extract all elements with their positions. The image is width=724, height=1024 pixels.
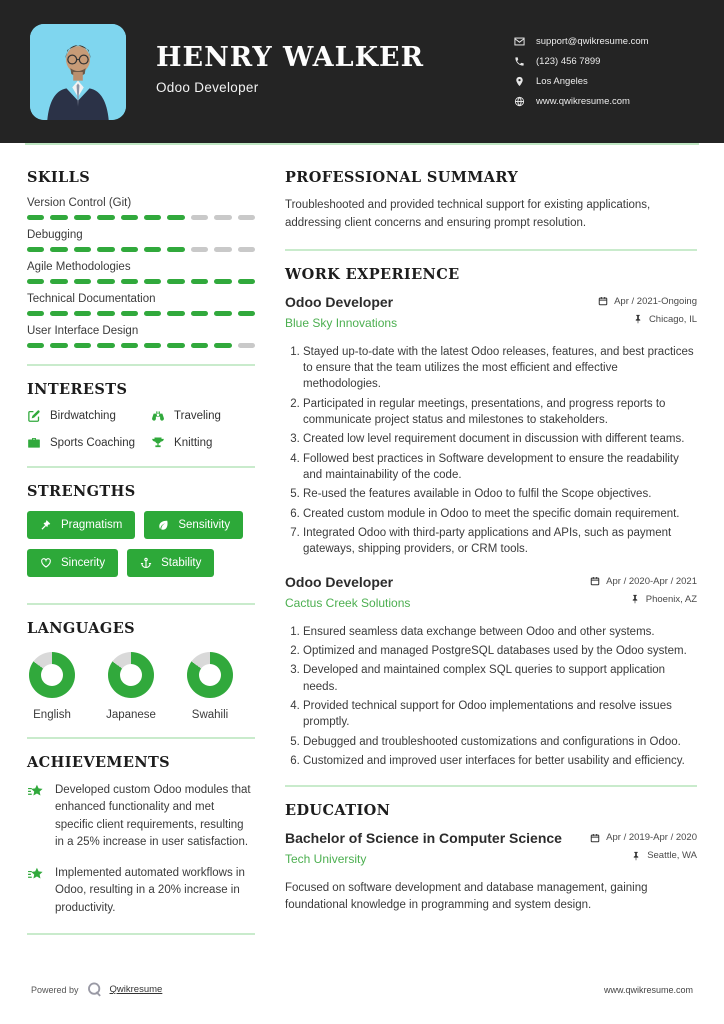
location-icon [514, 76, 525, 87]
skill-label: Technical Documentation [27, 293, 156, 305]
contact-row [514, 96, 694, 107]
person-name: HENRY WALKER [156, 42, 425, 73]
profile-photo [30, 24, 126, 120]
contact-row [514, 76, 694, 87]
anchor-icon [140, 557, 152, 569]
language-level-donut [108, 652, 154, 698]
language-item [106, 652, 156, 721]
avatar-illustration [30, 24, 126, 120]
qwikresume-link[interactable]: Qwikresume [109, 984, 163, 995]
skill-level-dash [167, 247, 184, 252]
education-location-row [590, 850, 697, 861]
skill-level-dash [50, 215, 67, 220]
contact-row [514, 36, 694, 47]
strengths-title: STRENGTHS [27, 483, 136, 500]
job-header [285, 294, 697, 332]
briefcase-icon [27, 436, 41, 450]
skill-item [27, 229, 255, 252]
skill-level-dash [121, 215, 138, 220]
shooting-star-icon [27, 866, 44, 883]
job-bullet: 5. Debugged and troubleshooted customizations and configurations in Odoo. [303, 734, 697, 750]
skill-level-dash [74, 279, 91, 284]
contact-row [514, 56, 694, 67]
contact-list [514, 27, 694, 116]
job-bullet: 4. Provided technical support for Odoo implementations and resolve issues promptly. [303, 698, 697, 731]
skill-level-dash [97, 279, 114, 284]
skill-level-dash [238, 343, 255, 348]
job-location: Chicago, IL [648, 313, 697, 325]
skill-level-dash [191, 311, 208, 316]
section-divider [285, 249, 697, 251]
skill-level-dash [121, 279, 138, 284]
skill-level-dash [50, 311, 67, 316]
job-location: Phoenix, AZ [645, 593, 697, 605]
education-description: Focused on software development and database management, gaining foundational knowledge in programming and system design. [285, 882, 648, 912]
section-divider [27, 603, 255, 605]
job-bullet: 3. Developed and maintained complex SQL queries to support application needs. [303, 662, 697, 695]
calendar-icon [590, 833, 600, 843]
strength-chip [144, 511, 243, 539]
job-entry [285, 574, 697, 770]
education-title: EDUCATION [285, 802, 391, 820]
skill-level-dash [214, 343, 231, 348]
skill-item [27, 293, 255, 316]
section-divider [27, 933, 255, 935]
job-bullet: 3. Created low level requirement document in discussion with different teams. [303, 431, 697, 447]
pin-icon [630, 594, 640, 604]
language-level-donut [187, 652, 233, 698]
education-date: Apr / 2019-Apr / 2020 [606, 832, 697, 844]
skill-level-dash [50, 247, 67, 252]
education-meta [590, 830, 697, 868]
strength-label: Pragmatism [61, 519, 123, 531]
skill-level-dash [97, 215, 114, 220]
skill-level-dash [74, 343, 91, 348]
education-location: Seattle, WA [647, 850, 697, 862]
skill-level-dash [214, 215, 231, 220]
skill-level-dash [74, 247, 91, 252]
skill-level-dash [74, 311, 91, 316]
language-level-donut [29, 652, 75, 698]
footer-website: www.qwikresume.com [603, 984, 693, 995]
skill-level-dash [238, 247, 255, 252]
skill-level-dash [97, 343, 114, 348]
edit-icon [27, 409, 41, 423]
job-date-row [590, 576, 697, 587]
job-bullet: 2. Participated in regular meetings, presentations, and progress reports to communicate project status and milestones to stakeholders. [303, 396, 697, 429]
language-label: English [33, 709, 71, 721]
contact-text: www.qwikresume.com [536, 96, 630, 107]
interests-section [27, 381, 255, 450]
powered-by-text: Powered by [31, 984, 79, 995]
job-role: Odoo Developer [285, 573, 394, 590]
skill-level-dash [50, 279, 67, 284]
interest-item [151, 436, 221, 450]
strength-label: Sincerity [61, 557, 106, 569]
school-name: Tech University [285, 852, 367, 867]
contact-text: (123) 456 7899 [536, 56, 601, 67]
achievement-text: Implemented automated workflows in Odoo, resulting in a 20% increase in productivity. [55, 867, 245, 914]
skill-label: Version Control (Git) [27, 197, 132, 209]
job-bullet-list [285, 624, 697, 770]
job-bullet: 1. Ensured seamless data exchange between Odoo and other systems. [303, 624, 697, 640]
language-item [185, 652, 235, 721]
heart-icon [40, 557, 52, 569]
language-label: Japanese [106, 709, 156, 721]
pin-icon [633, 314, 643, 324]
strength-label: Stability [161, 557, 202, 569]
education-section [285, 802, 697, 915]
job-role: Odoo Developer [285, 293, 394, 310]
skill-label: Debugging [27, 229, 83, 241]
binoculars-icon [151, 409, 165, 423]
strength-chip [127, 549, 214, 577]
achievement-item [27, 782, 255, 851]
skill-label: Agile Methodologies [27, 261, 131, 273]
language-label: Swahili [191, 709, 229, 721]
strength-chip [27, 549, 118, 577]
skill-level-dash [27, 343, 44, 348]
powered-by-block [31, 981, 162, 998]
email-icon [514, 36, 525, 47]
contact-text: Los Angeles [536, 76, 588, 87]
skill-level-dash [238, 311, 255, 316]
skill-item [27, 197, 255, 220]
degree-name: Bachelor of Science in Computer Science [285, 830, 562, 847]
skill-level-dash [214, 247, 231, 252]
skill-level-dash [27, 311, 44, 316]
skill-level-dash [144, 247, 161, 252]
achievement-text: Developed custom Odoo modules that enhanced functionality and met specific client requirements, resulting in a 25% increase in user satisfaction. [55, 784, 251, 848]
job-bullet: 2. Optimized and managed PostgreSQL databases used by the Odoo system. [303, 643, 697, 659]
skills-section [27, 169, 255, 348]
skill-level-dash [214, 279, 231, 284]
job-bullet: 5. Re-used the features available in Odoo to fulfil the Scope objectives. [303, 486, 697, 502]
shooting-star-icon [27, 783, 44, 800]
job-meta [598, 294, 697, 332]
interest-label: Birdwatching [50, 410, 116, 422]
skill-level-dash [191, 247, 208, 252]
contact-text: support@qwikresume.com [536, 36, 649, 47]
job-company: Blue Sky Innovations [285, 315, 398, 330]
trophy-icon [151, 436, 165, 450]
job-bullet: 6. Customized and improved user interfaces for better usability and efficiency. [303, 753, 697, 769]
job-header [285, 574, 697, 612]
skill-level-dash [238, 215, 255, 220]
skills-list [27, 197, 255, 348]
interests-title: INTERESTS [27, 381, 128, 398]
education-header [285, 830, 697, 868]
leaf-icon [157, 519, 169, 531]
section-divider [285, 785, 697, 787]
skill-level-dash [27, 279, 44, 284]
interest-label: Traveling [174, 410, 221, 422]
education-date-row [590, 832, 697, 843]
interest-item [151, 409, 221, 423]
person-job-title: Odoo Developer [156, 80, 259, 95]
strength-chip [27, 511, 135, 539]
skill-level-dash [191, 215, 208, 220]
job-date: Apr / 2021-Ongoing [614, 295, 697, 307]
job-entry [285, 294, 697, 558]
skill-level-dash [27, 247, 44, 252]
section-divider [27, 364, 255, 366]
interest-item [27, 409, 135, 423]
summary-text: Troubleshooted and provided technical support for existing applications, addressing client concerns and ensuring prompt resolution. [285, 199, 651, 229]
job-date: Apr / 2020-Apr / 2021 [606, 575, 697, 587]
summary-title: PROFESSIONAL SUMMARY [285, 169, 519, 186]
calendar-icon [590, 576, 600, 586]
jobs-list [285, 294, 697, 770]
skill-level-dash [144, 215, 161, 220]
section-divider [27, 466, 255, 468]
calendar-icon [598, 296, 608, 306]
footer [31, 981, 693, 998]
job-bullet: 4. Followed best practices in Software development to ensure the readability and maintainability of the code. [303, 451, 697, 484]
skills-title: SKILLS [27, 169, 91, 186]
skill-level-dash [144, 279, 161, 284]
skill-level-dash [74, 215, 91, 220]
skill-level-dash [191, 279, 208, 284]
languages-title: LANGUAGES [27, 620, 136, 637]
sidebar [27, 169, 255, 950]
interest-item [27, 436, 135, 450]
skill-item [27, 325, 255, 348]
skill-meter [27, 343, 255, 348]
skill-meter [27, 247, 255, 252]
skill-level-dash [121, 343, 138, 348]
pin-icon [631, 851, 641, 861]
skill-level-dash [97, 311, 114, 316]
job-bullet: 6. Created custom module in Odoo to meet the specific domain requirement. [303, 506, 697, 522]
skill-meter [27, 279, 255, 284]
strengths-section [27, 483, 255, 587]
skill-level-dash [167, 343, 184, 348]
skill-meter [27, 311, 255, 316]
job-bullet: 1. Stayed up-to-date with the latest Odoo releases, features, and best practices to ensure that the team utilizes the most efficient and effective methodologies. [303, 344, 697, 393]
job-location-row [598, 314, 697, 325]
job-location-row [590, 594, 697, 605]
skill-level-dash [238, 279, 255, 284]
content-columns [0, 145, 724, 950]
job-date-row [598, 296, 697, 307]
experience-title: WORK EXPERIENCE [285, 265, 460, 283]
phone-icon [514, 56, 525, 67]
qwikresume-logo-icon [86, 981, 103, 998]
interest-label: Sports Coaching [50, 437, 136, 449]
achievements-title: ACHIEVEMENTS [27, 754, 171, 771]
languages-section [27, 620, 255, 721]
achievements-list [27, 782, 255, 917]
strengths-list [27, 511, 255, 587]
summary-section [285, 169, 697, 233]
globe-icon [514, 96, 525, 107]
skill-level-dash [167, 215, 184, 220]
job-meta [590, 574, 697, 612]
job-bullet: 7. Integrated Odoo with third-party applications and APIs, such as payment gateways, shipping providers, or CRM tools. [303, 525, 697, 558]
skill-level-dash [144, 311, 161, 316]
skill-level-dash [214, 311, 231, 316]
gavel-icon [40, 519, 52, 531]
skill-label: User Interface Design [27, 325, 139, 337]
skill-level-dash [167, 279, 184, 284]
language-item [27, 652, 77, 721]
header [0, 0, 724, 143]
skill-level-dash [50, 343, 67, 348]
skill-level-dash [27, 215, 44, 220]
job-company: Cactus Creek Solutions [285, 595, 411, 610]
skill-meter [27, 215, 255, 220]
skill-level-dash [97, 247, 114, 252]
achievements-section [27, 754, 255, 917]
interest-label: Knitting [174, 437, 213, 449]
languages-list [27, 648, 255, 721]
interests-list [27, 409, 255, 450]
achievement-item [27, 865, 255, 917]
job-bullet-list [285, 344, 697, 558]
skill-item [27, 261, 255, 284]
skill-level-dash [121, 247, 138, 252]
skill-level-dash [191, 343, 208, 348]
identity-block [156, 42, 514, 101]
main-column [285, 169, 697, 950]
skill-level-dash [167, 311, 184, 316]
skill-level-dash [144, 343, 161, 348]
skill-level-dash [121, 311, 138, 316]
experience-section [285, 266, 697, 770]
strength-label: Sensitivity [178, 519, 231, 531]
section-divider [27, 737, 255, 739]
